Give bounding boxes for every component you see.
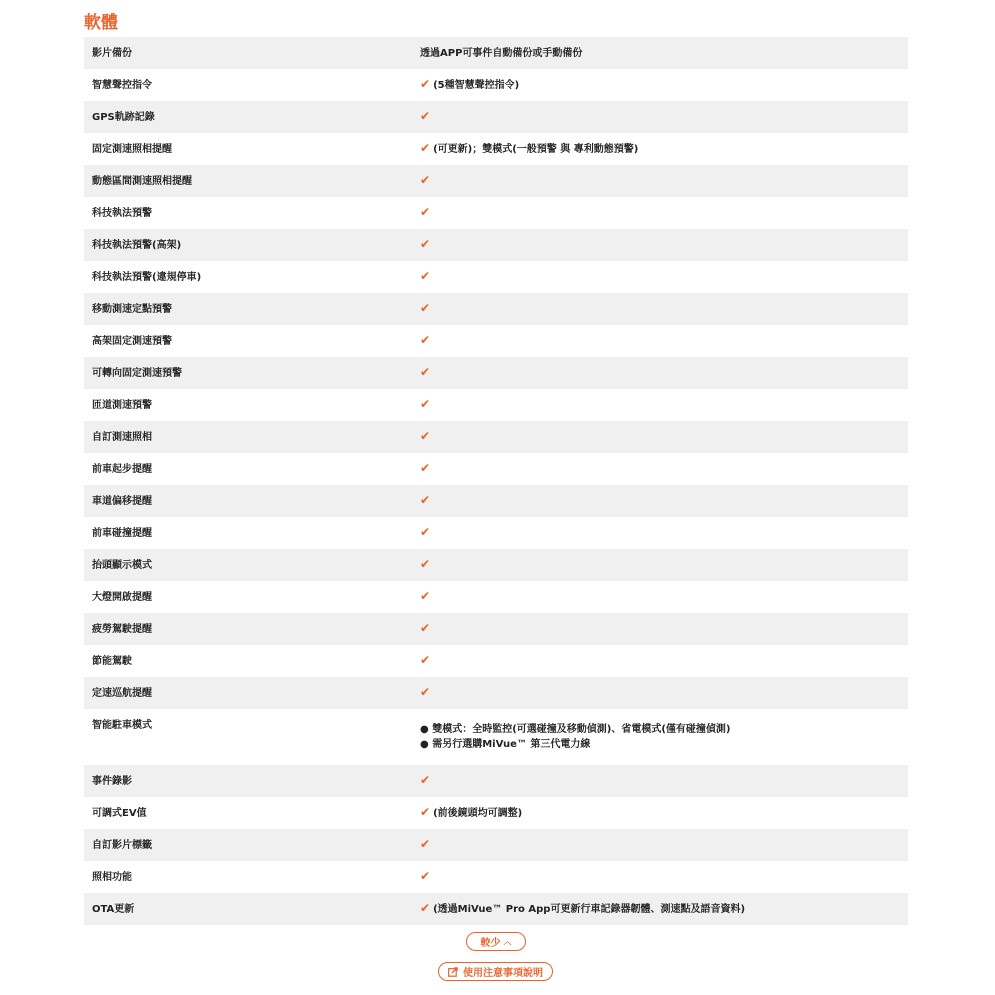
checkmark-icon: ✔	[420, 365, 431, 379]
table-row	[84, 389, 908, 421]
feature-value	[412, 581, 908, 613]
table-row	[84, 37, 908, 69]
feature-value	[412, 389, 908, 421]
feature-name: 前車碰撞提醒	[84, 517, 412, 549]
table-row	[84, 709, 908, 765]
feature-value	[412, 645, 908, 677]
feature-value	[412, 133, 908, 165]
checkmark-icon: ✔	[420, 205, 431, 219]
checkmark-icon: ✔	[420, 525, 431, 539]
table-row	[84, 613, 908, 645]
feature-value	[412, 517, 908, 549]
checkmark-icon: ✔	[420, 869, 431, 883]
feature-name: 影片備份	[84, 37, 412, 69]
feature-value	[412, 261, 908, 293]
feature-name: 事件錄影	[84, 765, 412, 797]
spec-table	[84, 37, 908, 925]
table-row	[84, 325, 908, 357]
checkmark-icon: ✔	[420, 557, 431, 571]
table-row	[84, 197, 908, 229]
table-row	[84, 517, 908, 549]
checkmark-icon: ✔	[420, 901, 431, 915]
table-row	[84, 293, 908, 325]
checkmark-icon: ✔	[420, 301, 431, 315]
feature-value	[412, 165, 908, 197]
checkmark-icon: ✔	[420, 77, 431, 91]
feature-name: 可調式EV值	[84, 797, 412, 829]
feature-note: (可更新)；雙模式(一般預警 與 專利動態預警)	[433, 144, 639, 155]
checkmark-icon: ✔	[420, 109, 431, 123]
feature-name: 照相功能	[84, 861, 412, 893]
checkmark-icon: ✔	[420, 621, 431, 635]
checkmark-icon: ✔	[420, 173, 431, 187]
feature-name: 可轉向固定測速預警	[84, 357, 412, 389]
feature-name: 抬頭顯示模式	[84, 549, 412, 581]
checkmark-icon: ✔	[420, 493, 431, 507]
feature-note: 透過APP可事件自動備份或手動備份	[420, 47, 583, 59]
feature-value	[412, 861, 908, 893]
table-row	[84, 133, 908, 165]
feature-name: 固定測速照相提醒	[84, 133, 412, 165]
feature-name: 智慧聲控指令	[84, 69, 412, 101]
table-row	[84, 581, 908, 613]
checkmark-icon: ✔	[420, 397, 431, 411]
feature-value	[412, 709, 908, 765]
feature-name: 科技執法預警	[84, 197, 412, 229]
feature-name: 科技執法預警(高架)	[84, 229, 412, 261]
checkmark-icon: ✔	[420, 269, 431, 283]
feature-note: (5種智慧聲控指令)	[433, 80, 520, 91]
feature-name: 節能駕駛	[84, 645, 412, 677]
feature-note: (透過MiVue™ Pro App可更新行車記錄器韌體、測速點及語音資料)	[433, 904, 746, 915]
feature-name: 智能駐車模式	[84, 709, 412, 765]
feature-value	[412, 421, 908, 453]
table-row	[84, 677, 908, 709]
feature-value	[412, 325, 908, 357]
usage-notice-label: 使用注意事項說明	[463, 968, 543, 979]
feature-value	[412, 229, 908, 261]
feature-value	[412, 549, 908, 581]
feature-value	[412, 197, 908, 229]
feature-name: 科技執法預警(違規停車)	[84, 261, 412, 293]
feature-value	[412, 677, 908, 709]
checkmark-icon: ✔	[420, 461, 431, 475]
table-row	[84, 485, 908, 517]
table-row	[84, 861, 908, 893]
table-row	[84, 829, 908, 861]
feature-value	[412, 485, 908, 517]
checkmark-icon: ✔	[420, 141, 431, 155]
table-row	[84, 421, 908, 453]
checkmark-icon: ✔	[420, 237, 431, 251]
table-row	[84, 453, 908, 485]
feature-name: 高架固定測速預警	[84, 325, 412, 357]
feature-bullet: ● 雙模式：全時監控(可選碰撞及移動偵測)、省電模式(僅有碰撞偵測)	[420, 724, 731, 735]
feature-value	[412, 293, 908, 325]
table-row	[84, 165, 908, 197]
show-less-button[interactable]	[466, 932, 526, 951]
feature-value	[412, 797, 908, 829]
feature-name: 匝道測速預警	[84, 389, 412, 421]
table-row	[84, 261, 908, 293]
feature-value	[412, 37, 908, 69]
feature-value	[412, 101, 908, 133]
chevron-up-icon: ︿	[503, 937, 512, 946]
feature-value	[412, 893, 908, 925]
checkmark-icon: ✔	[420, 333, 431, 347]
feature-name: GPS軌跡記錄	[84, 101, 412, 133]
table-row	[84, 797, 908, 829]
feature-bullet: ● 需另行選購MiVue™ 第三代電力線	[420, 739, 591, 750]
feature-name: 大燈開啟提醒	[84, 581, 412, 613]
feature-value	[412, 829, 908, 861]
feature-name: 動態區間測速照相提醒	[84, 165, 412, 197]
edit-external-icon	[448, 967, 458, 977]
checkmark-icon: ✔	[420, 653, 431, 667]
feature-name: 自訂測速照相	[84, 421, 412, 453]
feature-name: 車道偏移提醒	[84, 485, 412, 517]
feature-note: (前後鏡頭均可調整)	[433, 808, 523, 819]
table-row	[84, 765, 908, 797]
checkmark-icon: ✔	[420, 805, 431, 819]
feature-name: 自訂影片標籤	[84, 829, 412, 861]
spec-table-body	[84, 37, 908, 925]
feature-name: 定速巡航提醒	[84, 677, 412, 709]
show-less-label: 較少	[480, 938, 501, 949]
checkmark-icon: ✔	[420, 685, 431, 699]
feature-value	[412, 357, 908, 389]
feature-value	[412, 69, 908, 101]
checkmark-icon: ✔	[420, 773, 431, 787]
table-row	[84, 101, 908, 133]
feature-name: 移動測速定點預警	[84, 293, 412, 325]
feature-name: OTA更新	[84, 893, 412, 925]
feature-name: 疲勞駕駛提醒	[84, 613, 412, 645]
table-row	[84, 893, 908, 925]
table-row	[84, 229, 908, 261]
section-title: 軟體	[84, 13, 118, 33]
feature-value	[412, 453, 908, 485]
table-row	[84, 549, 908, 581]
table-row	[84, 645, 908, 677]
checkmark-icon: ✔	[420, 429, 431, 443]
table-row	[84, 357, 908, 389]
feature-value	[412, 765, 908, 797]
table-row	[84, 69, 908, 101]
feature-value	[412, 613, 908, 645]
feature-name: 前車起步提醒	[84, 453, 412, 485]
usage-notice-button[interactable]	[438, 962, 553, 981]
checkmark-icon: ✔	[420, 837, 431, 851]
checkmark-icon: ✔	[420, 589, 431, 603]
